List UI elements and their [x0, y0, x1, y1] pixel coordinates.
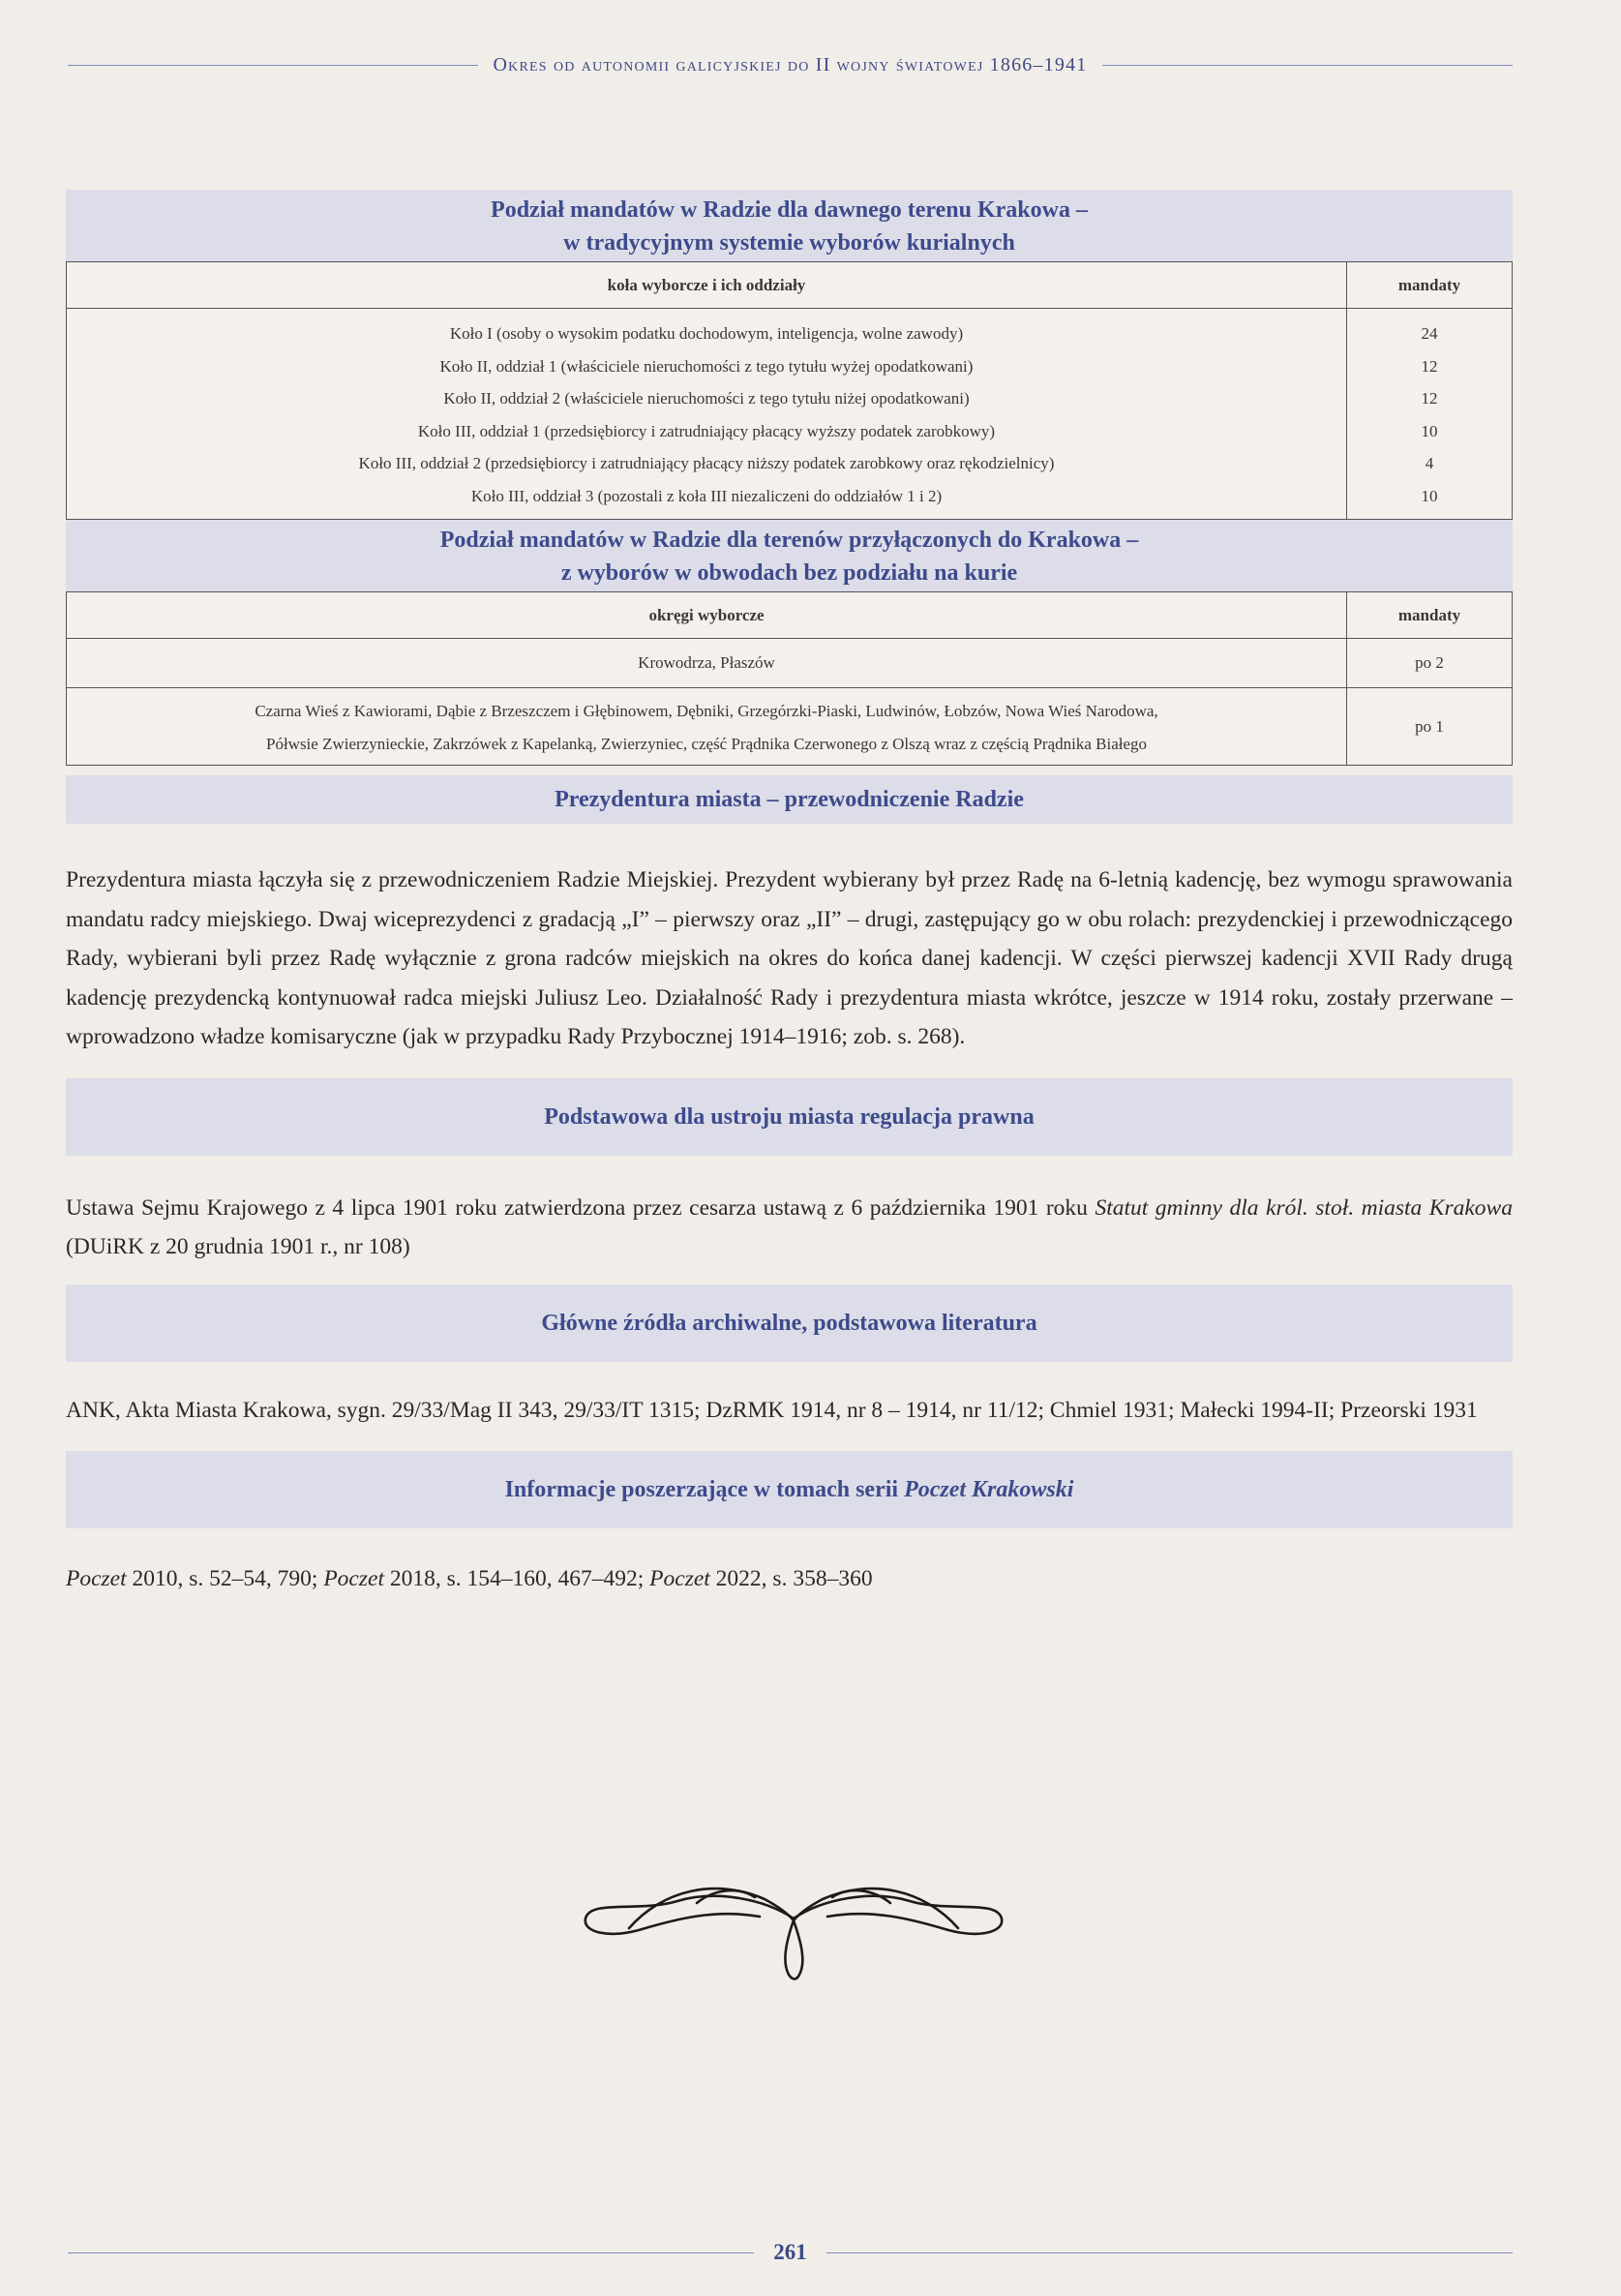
info-text: [66, 1559, 1513, 1599]
table2-header-row: [67, 592, 1513, 639]
info-ref: 2010, s. 52–54, 790;: [126, 1566, 324, 1591]
table2-title-line1: Podział mandatów w Radzie dla terenów przyłączonych do Krakowa –: [439, 528, 1139, 553]
running-head-text: Okres od autonomii galicyjskiej do II wojny światowej 1866–1941: [493, 53, 1088, 76]
table1-labels-cell: [67, 309, 1347, 520]
regulation-text: [66, 1189, 1513, 1267]
table2-title-line2: z wyborów w obwodach bez podziału na kurie: [560, 560, 1018, 586]
table2-row1-value: po 2: [1347, 639, 1513, 688]
table2-row: [67, 688, 1513, 766]
table1-row-label: Koło II, oddział 2 (właściciele nieruchomości z tego tytułu niżej opodatkowani): [443, 389, 970, 408]
footer-rule-right: [826, 2252, 1513, 2253]
info-heading-prefix: Informacje poszerzające w tomach serii: [504, 1477, 899, 1502]
running-head: [68, 50, 1513, 79]
page-number: 261: [773, 2240, 807, 2264]
table1-header-row: [67, 262, 1513, 309]
regulation-text-after: (DUiRK z 20 grudnia 1901 r., nr 108): [66, 1234, 410, 1259]
table1-row-label: Koło III, oddział 3 (pozostali z koła III niezaliczeni do oddziałów 1 i 2): [470, 486, 943, 505]
table1-row-value: 24: [1421, 324, 1438, 343]
table2-row2-label: [67, 688, 1347, 766]
table2-row2-value: po 1: [1347, 688, 1513, 766]
regulation-statute-title: Statut gminny dla król. stoł. miasta Krakowa: [1095, 1194, 1513, 1221]
info-ref: 2022, s. 358–360: [709, 1566, 873, 1591]
regulation-text-before: Ustawa Sejmu Krajowego z 4 lipca 1901 roku zatwierdzona przez cesarza ustawą z 6 października 1901 roku: [66, 1194, 1096, 1221]
table2-row2-line1: Czarna Wieś z Kawiorami, Dąbie z Brzeszczem i Głębinowem, Dębniki, Grzegórzki-Piaski, Ludwinów, Łobzów, Nowa Wieś Narodowa,: [255, 702, 1158, 720]
presidency-heading: Prezydentura miasta – przewodniczenie Radzie: [66, 775, 1513, 824]
regulation-heading: Podstawowa dla ustroju miasta regulacja prawna: [66, 1078, 1513, 1156]
table2: [66, 591, 1513, 766]
table1-row-label: Koło III, oddział 1 (przedsiębiorcy i zatrudniający płacący wyższy podatek zarobkowy): [417, 421, 996, 440]
page-content: [66, 190, 1513, 1599]
table1-values-cell: [1347, 309, 1513, 520]
table1-row-value: 10: [1421, 421, 1438, 440]
table2-row1-label: Krowodrza, Płaszów: [67, 639, 1347, 688]
info-heading: [66, 1451, 1513, 1528]
table1-row-value: 10: [1421, 486, 1438, 505]
table2-header-left: okręgi wyborcze: [67, 592, 1347, 639]
table2-row2-line2: Półwsie Zwierzynieckie, Zakrzówek z Kapelanką, Zwierzyniec, część Prądnika Czerwonego z Olszą wraz z częścią Prądnika Białego: [265, 734, 1148, 753]
info-heading-series: Poczet Krakowski: [904, 1477, 1074, 1502]
table1-row-value: 12: [1421, 389, 1438, 408]
table1-row-label: Koło III, oddział 2 (przedsiębiorcy i zatrudniający płacący niższy podatek zarobkowy oraz rękodzielnicy): [358, 454, 1055, 472]
footer-rule-left: [68, 2252, 754, 2253]
table1-header-left: koła wyborcze i ich oddziały: [67, 262, 1347, 309]
table1-row-value: 12: [1421, 356, 1438, 376]
info-poczet-label: Poczet: [66, 1566, 127, 1591]
sources-heading: Główne źródła archiwalne, podstawowa literatura: [66, 1284, 1513, 1362]
table1-body-row: [67, 309, 1513, 520]
info-ref: 2018, s. 154–160, 467–492;: [383, 1566, 650, 1591]
table1-header-right: mandaty: [1347, 262, 1513, 309]
table1-row-label: Koło I (osoby o wysokim podatku dochodowym, inteligencja, wolne zawody): [449, 324, 964, 343]
table1-title: [66, 190, 1513, 261]
table1: [66, 261, 1513, 520]
running-head-rule-right: [1102, 65, 1513, 66]
table2-title: [66, 520, 1513, 591]
table1-row-label: Koło II, oddział 1 (właściciele nieruchomości z tego tytułu wyżej opodatkowani): [439, 356, 974, 376]
table2-header-right: mandaty: [1347, 592, 1513, 639]
table1-title-line1: Podział mandatów w Radzie dla dawnego terenu Krakowa –: [491, 197, 1088, 223]
info-poczet-label: Poczet: [649, 1566, 710, 1591]
table2-row: [67, 639, 1513, 688]
sources-text: ANK, Akta Miasta Krakowa, sygn. 29/33/Mag II 343, 29/33/IT 1315; DzRMK 1914, nr 8 – 1914, nr 11/12; Chmiel 1931; Małecki 1994-II; Przeorski 1931: [66, 1397, 1478, 1423]
running-head-rule-left: [68, 65, 478, 66]
presidency-text: Prezydentura miasta łączyła się z przewodniczeniem Radzie Miejskiej. Prezydent wybierany był przez Radę na 6-letnią kadencję, bez wymogu sprawowania mandatu radcy miejskiego. Dwaj wiceprezydenci z gradacją „I” – pierwszy oraz „II” – drugi, zastępujący go w obu rolach: prezydenckiej i przewodniczącego Rady, wybierani byli przez Radę wyłącznie z grona radców miejskich na okres do końca danej kadencji. W części pierwszej kadencji XVII Rady drugą kadencję prezydencką kontynuował radca miejski Juliusz Leo. Działalność Rady i prezydentura miasta wkrótce, jeszcze w 1914 roku, zostały przerwane – wprowadzono władze komisaryczne (jak w przypadku Rady Przybocznej 1914–1916; zob. s. 268).: [66, 867, 1513, 1049]
page-footer: [68, 2238, 1513, 2267]
table1-row-value: 4: [1425, 454, 1434, 472]
decorative-flourish-icon: [571, 1860, 1016, 1986]
table1-title-line2: w tradycyjnym systemie wyborów kurialnych: [563, 230, 1015, 256]
info-poczet-label: Poczet: [323, 1566, 384, 1591]
